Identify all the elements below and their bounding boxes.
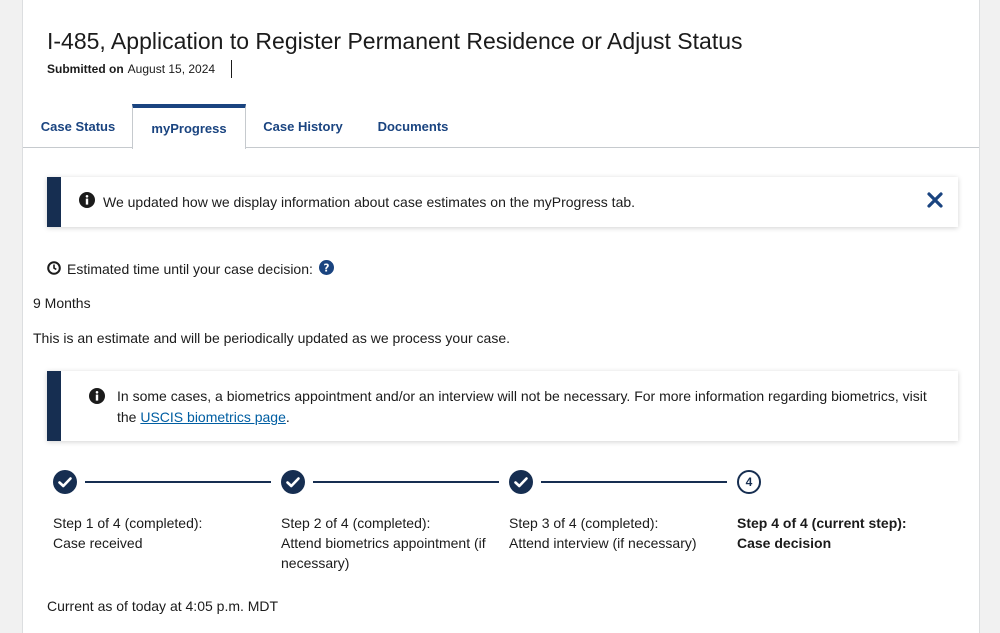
step-status: Step 3 of 4 (completed): bbox=[509, 515, 659, 531]
estimate-note: This is an estimate and will be periodically updated as we process your case. bbox=[33, 330, 511, 346]
check-icon bbox=[509, 470, 533, 494]
tab-documents[interactable]: Documents bbox=[377, 118, 449, 134]
progress-steps bbox=[53, 470, 953, 580]
notice-text: We updated how we display information about case estimates on the myProgress tab. bbox=[103, 194, 636, 210]
biometrics-text bbox=[117, 386, 937, 428]
submitted-label: Submitted on bbox=[47, 62, 124, 76]
tab-myprogress[interactable]: myProgress bbox=[132, 104, 246, 149]
page-title: I-485, Application to Register Permanent Residence or Adjust Status bbox=[47, 28, 743, 54]
estimate-label: Estimated time until your case decision: bbox=[67, 261, 313, 277]
step-3 bbox=[509, 513, 729, 553]
step-status: Step 2 of 4 (completed): bbox=[281, 515, 431, 531]
step-name: Case decision bbox=[737, 535, 832, 551]
check-icon bbox=[281, 470, 305, 494]
step-name: Attend biometrics appointment (if necessary) bbox=[281, 535, 486, 571]
tab-case-history[interactable]: Case History bbox=[263, 118, 343, 134]
step-connector bbox=[541, 481, 727, 483]
tab-bar bbox=[23, 104, 979, 148]
step-4 bbox=[737, 513, 957, 553]
step-status: Step 1 of 4 (completed): bbox=[53, 515, 203, 531]
step-1 bbox=[53, 513, 273, 553]
estimate-row bbox=[47, 260, 334, 278]
step-connector bbox=[85, 481, 271, 483]
estimate-value: 9 Months bbox=[33, 295, 91, 311]
case-card bbox=[22, 0, 980, 633]
step-number-badge: 4 bbox=[737, 470, 761, 494]
biometrics-info bbox=[47, 371, 958, 441]
clock-icon bbox=[47, 261, 61, 278]
help-icon[interactable] bbox=[319, 260, 334, 278]
step-connector bbox=[313, 481, 499, 483]
svg-text:?: ? bbox=[323, 262, 330, 275]
biometrics-link[interactable]: USCIS biometrics page bbox=[140, 409, 286, 425]
step-name: Attend interview (if necessary) bbox=[509, 535, 697, 551]
update-notice bbox=[47, 177, 958, 227]
divider bbox=[231, 60, 232, 78]
close-icon[interactable] bbox=[926, 191, 944, 209]
submitted-date: August 15, 2024 bbox=[127, 62, 216, 76]
tab-case-status[interactable]: Case Status bbox=[40, 118, 116, 134]
biometrics-text-before: In some cases, a biometrics appointment and/or an interview will not be necessary. For more information regarding biometrics, visit the bbox=[117, 388, 927, 425]
check-icon bbox=[53, 470, 77, 494]
biometrics-text-after: . bbox=[285, 409, 290, 425]
submitted-info bbox=[47, 60, 232, 78]
step-status: Step 4 of 4 (current step): bbox=[737, 515, 907, 531]
step-name: Case received bbox=[53, 535, 143, 551]
info-icon bbox=[89, 388, 105, 409]
step-2 bbox=[281, 513, 501, 573]
current-as-of: Current as of today at 4:05 p.m. MDT bbox=[47, 598, 279, 614]
info-icon bbox=[79, 192, 95, 213]
